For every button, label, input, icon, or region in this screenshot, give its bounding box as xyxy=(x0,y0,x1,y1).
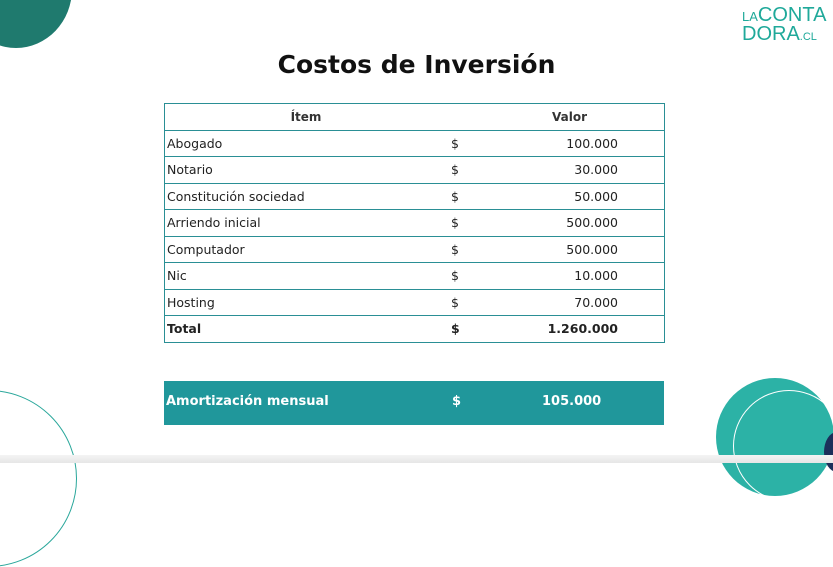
logo-prefix: LA xyxy=(742,9,758,24)
row-item: Nic xyxy=(165,263,450,290)
row-value: 500.000 xyxy=(473,210,665,237)
row-currency: $ xyxy=(449,289,473,316)
row-value: 500.000 xyxy=(473,236,665,263)
row-currency: $ xyxy=(449,130,473,157)
logo-line2: DORA xyxy=(742,23,800,45)
bottom-edge-shadow xyxy=(0,455,833,463)
logo-line1: CONTA xyxy=(757,4,827,26)
row-item: Hosting xyxy=(165,289,450,316)
header-item: Ítem xyxy=(165,104,450,131)
page-title: Costos de Inversión xyxy=(277,50,556,79)
row-value: 10.000 xyxy=(473,263,665,290)
row-item: Computador xyxy=(165,236,450,263)
investment-cost-table xyxy=(164,103,665,343)
header-currency xyxy=(449,104,473,131)
table-row xyxy=(165,263,665,290)
row-item: Constitución sociedad xyxy=(165,183,450,210)
total-value: 1.260.000 xyxy=(473,316,665,343)
table-row xyxy=(165,183,665,210)
amortization-label: Amortización mensual xyxy=(166,394,329,409)
table-row xyxy=(165,157,665,184)
table-row xyxy=(165,210,665,237)
row-currency: $ xyxy=(449,236,473,263)
decorative-ring-bottom-left xyxy=(0,390,77,567)
brand-logo xyxy=(742,6,826,44)
amortization-value: 105.000 xyxy=(542,394,602,409)
row-currency: $ xyxy=(449,157,473,184)
row-item: Abogado xyxy=(165,130,450,157)
row-currency: $ xyxy=(449,183,473,210)
row-currency: $ xyxy=(449,263,473,290)
table-row xyxy=(165,130,665,157)
row-value: 30.000 xyxy=(473,157,665,184)
decorative-ring-bottom-right xyxy=(733,390,833,502)
row-value: 50.000 xyxy=(473,183,665,210)
amortization-currency: $ xyxy=(452,394,462,409)
table-header-row xyxy=(165,104,665,131)
total-currency: $ xyxy=(449,316,473,343)
table-total-row xyxy=(165,316,665,343)
row-value: 100.000 xyxy=(473,130,665,157)
table-row xyxy=(165,236,665,263)
amortization-bar xyxy=(164,381,664,425)
total-label: Total xyxy=(165,316,450,343)
row-item: Notario xyxy=(165,157,450,184)
logo-suffix: .CL xyxy=(799,31,817,43)
header-value: Valor xyxy=(473,104,665,131)
table-row xyxy=(165,289,665,316)
decorative-circle-top-left xyxy=(0,0,72,48)
row-currency: $ xyxy=(449,210,473,237)
row-value: 70.000 xyxy=(473,289,665,316)
row-item: Arriendo inicial xyxy=(165,210,450,237)
